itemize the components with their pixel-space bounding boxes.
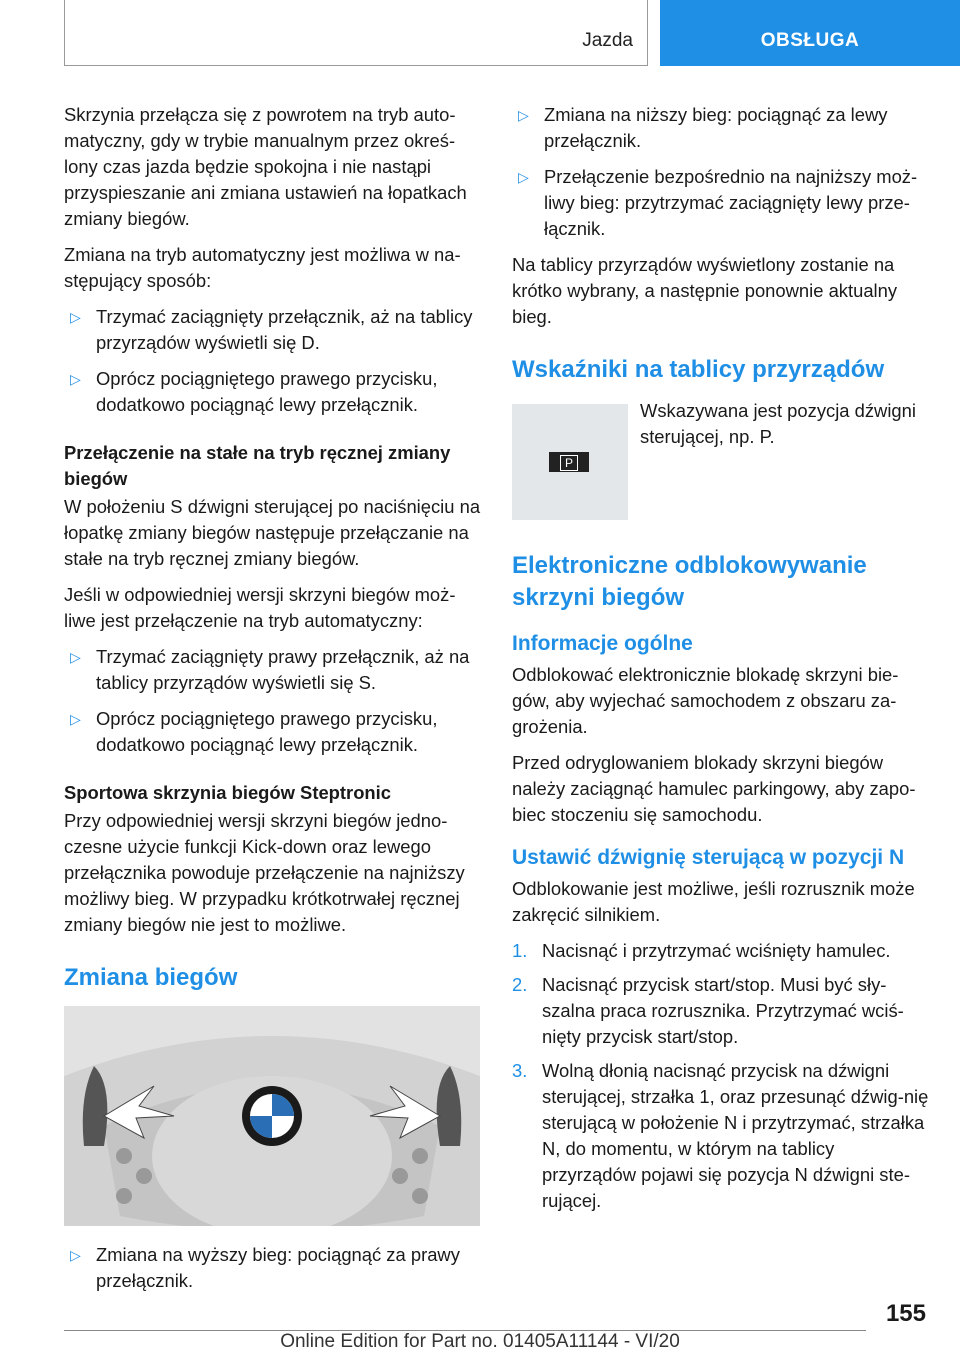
bullet-list <box>64 304 482 418</box>
triangle-bullet-icon: ▷ <box>518 107 529 123</box>
step-number: 3. <box>512 1060 528 1081</box>
list-item-text: Zmiana na niższy bieg: pociągnąć za lewy przełącznik. <box>544 104 888 151</box>
indicator-illustration <box>512 404 628 520</box>
list-item <box>64 644 482 696</box>
list-item <box>512 102 930 154</box>
step-text: Nacisnąć przycisk start/stop. Musi być sły-szalna praca rozrusznika. Przytrzymać wciś-nięty przycisk start/stop. <box>542 974 904 1047</box>
bullet-list <box>64 1242 482 1294</box>
paragraph: W położeniu S dźwigni sterującej po naciśnięciu na łopatkę zmiany biegów następuje przełączanie na stałe na tryb ręcznej zmiany biegów. <box>64 496 481 569</box>
list-item-text: Trzymać zaciągnięty przełącznik, aż na tablicy przyrządów wyświetli się D. <box>96 306 473 353</box>
chapter-title: OBSŁUGA <box>760 30 860 51</box>
heading-gear-change: Zmiana biegów <box>64 964 238 991</box>
header-left-box <box>64 0 648 66</box>
list-item-text: Trzymać zaciągnięty prawy przełącznik, aż na tablicy przyrządów wyświetli się S. <box>96 646 470 693</box>
triangle-bullet-icon: ▷ <box>70 1247 81 1263</box>
triangle-bullet-icon: ▷ <box>70 711 81 727</box>
paragraph: Zmiana na tryb automatyczny jest możliwa w na-stępujący sposób: <box>64 244 461 291</box>
step-number: 2. <box>512 974 528 995</box>
paragraph: Odblokować elektronicznie blokadę skrzyni bie-gów, aby wyjechać samochodem z obszaru za-grożenia. <box>512 664 899 737</box>
step-text: Wolną dłonią nacisnąć przycisk na dźwigni sterującej, strzałka 1, oraz przesunąć dźwig-nię sterującą w położenie N i przytrzymać, strzałka N, do momentu, w którym na tablicy przyrządów pojawi się pozycja N dźwigni ste-rującej. <box>542 1060 929 1211</box>
list-item <box>64 1242 482 1294</box>
bullet-list <box>64 644 482 758</box>
list-item <box>512 164 930 242</box>
step-item <box>512 972 930 1050</box>
section-title: Jazda <box>582 30 633 51</box>
left-column <box>64 102 482 1304</box>
page-number: 155 <box>885 1300 926 1327</box>
subheading-set-lever-n: Ustawić dźwignię sterującą w pozycji N <box>512 846 905 869</box>
paragraph: Jeśli w odpowiedniej wersji skrzyni biegów moż-liwe jest przełączenie na tryb automatyczny: <box>64 584 456 631</box>
triangle-bullet-icon: ▷ <box>70 371 81 387</box>
list-item-text: Oprócz pociągniętego prawego przycisku, dodatkowo pociągnąć lewy przełącznik. <box>96 708 438 755</box>
subheading-general-info: Informacje ogólne <box>512 632 693 655</box>
list-item-text: Przełączenie bezpośrednio na najniższy moż-liwy bieg: przytrzymać zaciągnięty lewy prze-łącznik. <box>544 166 918 239</box>
gear-p-icon: P <box>549 452 589 472</box>
heading-instrument-indicators: Wskaźniki na tablicy przyrządów <box>512 356 885 383</box>
list-item <box>64 706 482 758</box>
bullet-list <box>512 102 930 242</box>
step-number: 1. <box>512 940 528 961</box>
paragraph: Przy odpowiedniej wersji skrzyni biegów jedno-czesne użycie funkcji Kick-down oraz lewego przełącznika powoduje przełączenie na najniższy możliwy bieg. W przypadku krótkotrwałej ręcznej zmiany biegów nie jest to możliwe. <box>64 810 465 935</box>
list-item-text: Oprócz pociągniętego prawego przycisku, dodatkowo pociągnąć lewy przełącznik. <box>96 368 438 415</box>
triangle-bullet-icon: ▷ <box>518 169 529 185</box>
step-item <box>512 1058 930 1214</box>
step-text: Nacisnąć i przytrzymać wciśnięty hamulec. <box>542 940 891 961</box>
step-item <box>512 938 930 964</box>
list-item-text: Zmiana na wyższy bieg: pociągnąć za prawy przełącznik. <box>96 1244 460 1291</box>
paragraph: Na tablicy przyrządów wyświetlony zostanie na krótko wybrany, a następnie ponownie aktualny bieg. <box>512 254 898 327</box>
list-item <box>64 304 482 356</box>
indicator-description: Wskazywana jest pozycja dźwigni sterującej, np. P. <box>640 400 916 447</box>
paragraph: Odblokowanie jest możliwe, jeśli rozrusznik może zakręcić silnikiem. <box>512 878 915 925</box>
footer-edition: Online Edition for Part no. 01405A11144 - VI/20 <box>280 1331 680 1352</box>
subheading-manual-mode: Przełączenie na stałe na tryb ręcznej zmiany biegów <box>64 442 451 489</box>
heading-electronic-unlock: Elektroniczne odblokowywanie skrzyni biegów <box>512 552 867 611</box>
paragraph: Przed odryglowaniem blokady skrzyni biegów należy zaciągnąć hamulec parkingowy, aby zapo-biec stoczeniu się samochodu. <box>512 752 916 825</box>
paragraph: Skrzynia przełącza się z powrotem na tryb auto-matyczny, gdy w trybie manualnym przez okreś-lony czas jazda będzie spokojna i nie nastąpi przyspieszanie ani zmiana ustawień na łopatkach zmiany biegów. <box>64 104 467 229</box>
right-column <box>512 102 930 1222</box>
list-item <box>64 366 482 418</box>
indicator-row <box>512 398 930 520</box>
triangle-bullet-icon: ▷ <box>70 309 81 325</box>
triangle-bullet-icon: ▷ <box>70 649 81 665</box>
numbered-steps <box>512 938 930 1214</box>
chapter-tab <box>660 0 960 66</box>
steering-wheel-illustration <box>64 1006 480 1226</box>
subheading-sport-steptronic: Sportowa skrzynia biegów Steptronic <box>64 782 391 803</box>
